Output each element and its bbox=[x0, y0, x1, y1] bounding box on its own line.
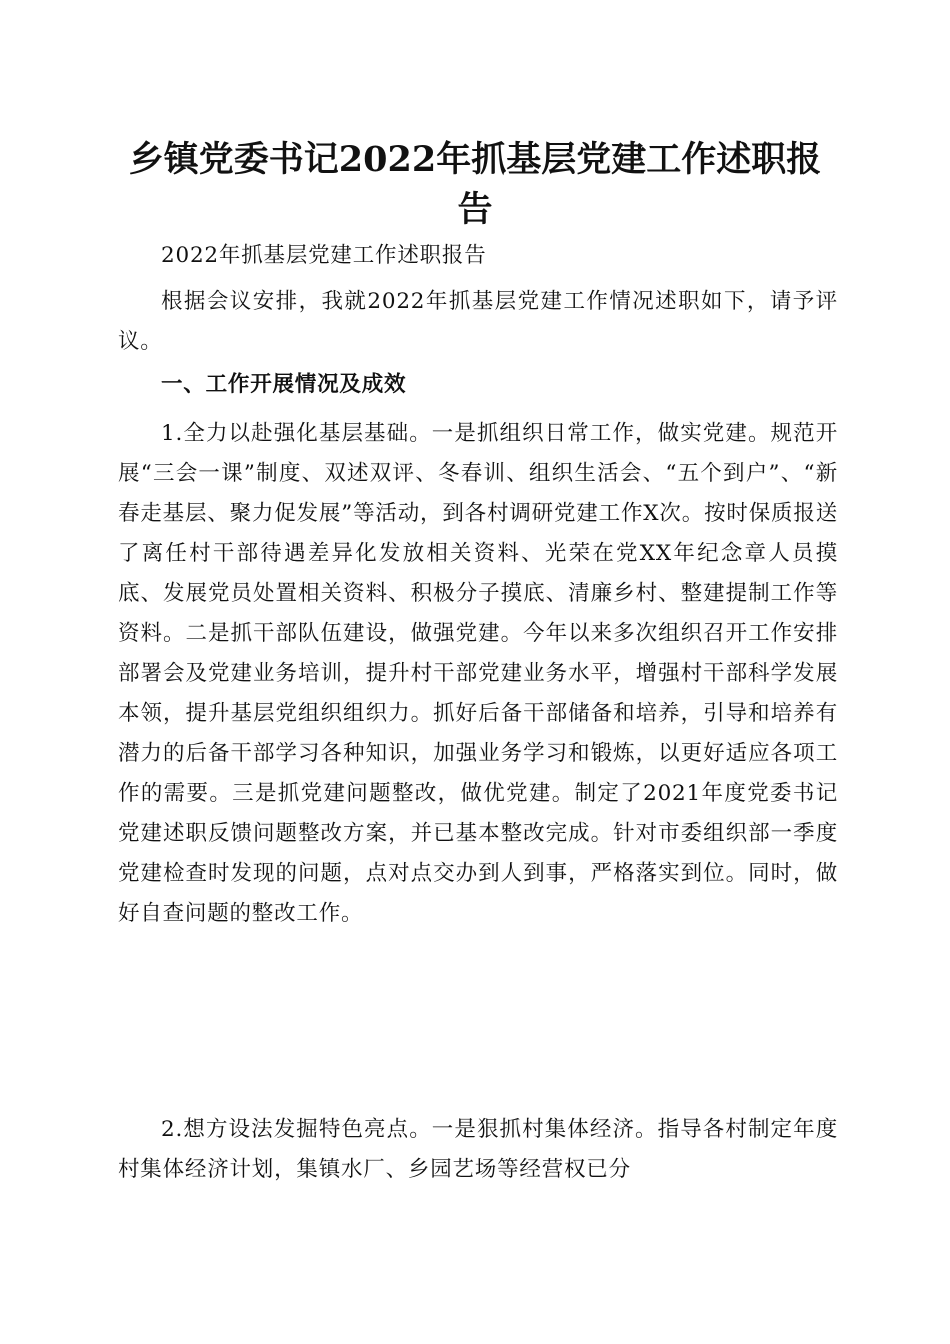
paragraph-2: 2.想方设法发掘特色亮点。一是狠抓村集体经济。指导各村制定年度村集体经济计划，集镇水厂、乡园艺场等经营权已分 bbox=[118, 1117, 838, 1182]
intro-paragraph: 根据会议安排，我就2022年抓基层党建工作情况述职如下，请予评议。 bbox=[118, 289, 838, 354]
title-line-2: 告 bbox=[457, 189, 493, 230]
section-heading: 一、工作开展情况及成效 bbox=[161, 372, 407, 397]
document-title bbox=[110, 135, 840, 235]
paragraph-1: 1.全力以赴强化基层基础。一是抓组织日常工作，做实党建。规范开展“三会一课”制度、双述双评、冬春训、组织生活会、“五个到户”、“新春走基层、聚力促发展”等活动，到各村调研党建工作X次。按时保质报送了离任村干部待遇差异化发放相关资料、光荣在党XX年纪念章人员摸底、发展党员处置相关资料、积极分子摸底、清廉乡村、整建提制工作等资料。二是抓干部队伍建设，做强党建。今年以来多次组织召开工作安排部署会及党建业务培训，提升村干部党建业务水平，增强村干部科学发展本领，提升基层党组织组织力。抓好后备干部储备和培养，引导和培养有潜力的后备干部学习各种知识，加强业务学习和锻炼，以更好适应各项工作的需要。三是抓党建问题整改，做优党建。制定了2021年度党委书记党建述职反馈问题整改方案，并已基本整改完成。针对市委组织部一季度党建检查时发现的问题，点对点交办到人到事，严格落实到位。同时，做好自查问题的整改工作。 bbox=[118, 421, 838, 926]
title-line-1: 乡镇党委书记2022年抓基层党建工作述职报 bbox=[128, 139, 822, 180]
document-subtitle: 2022年抓基层党建工作述职报告 bbox=[161, 243, 487, 268]
